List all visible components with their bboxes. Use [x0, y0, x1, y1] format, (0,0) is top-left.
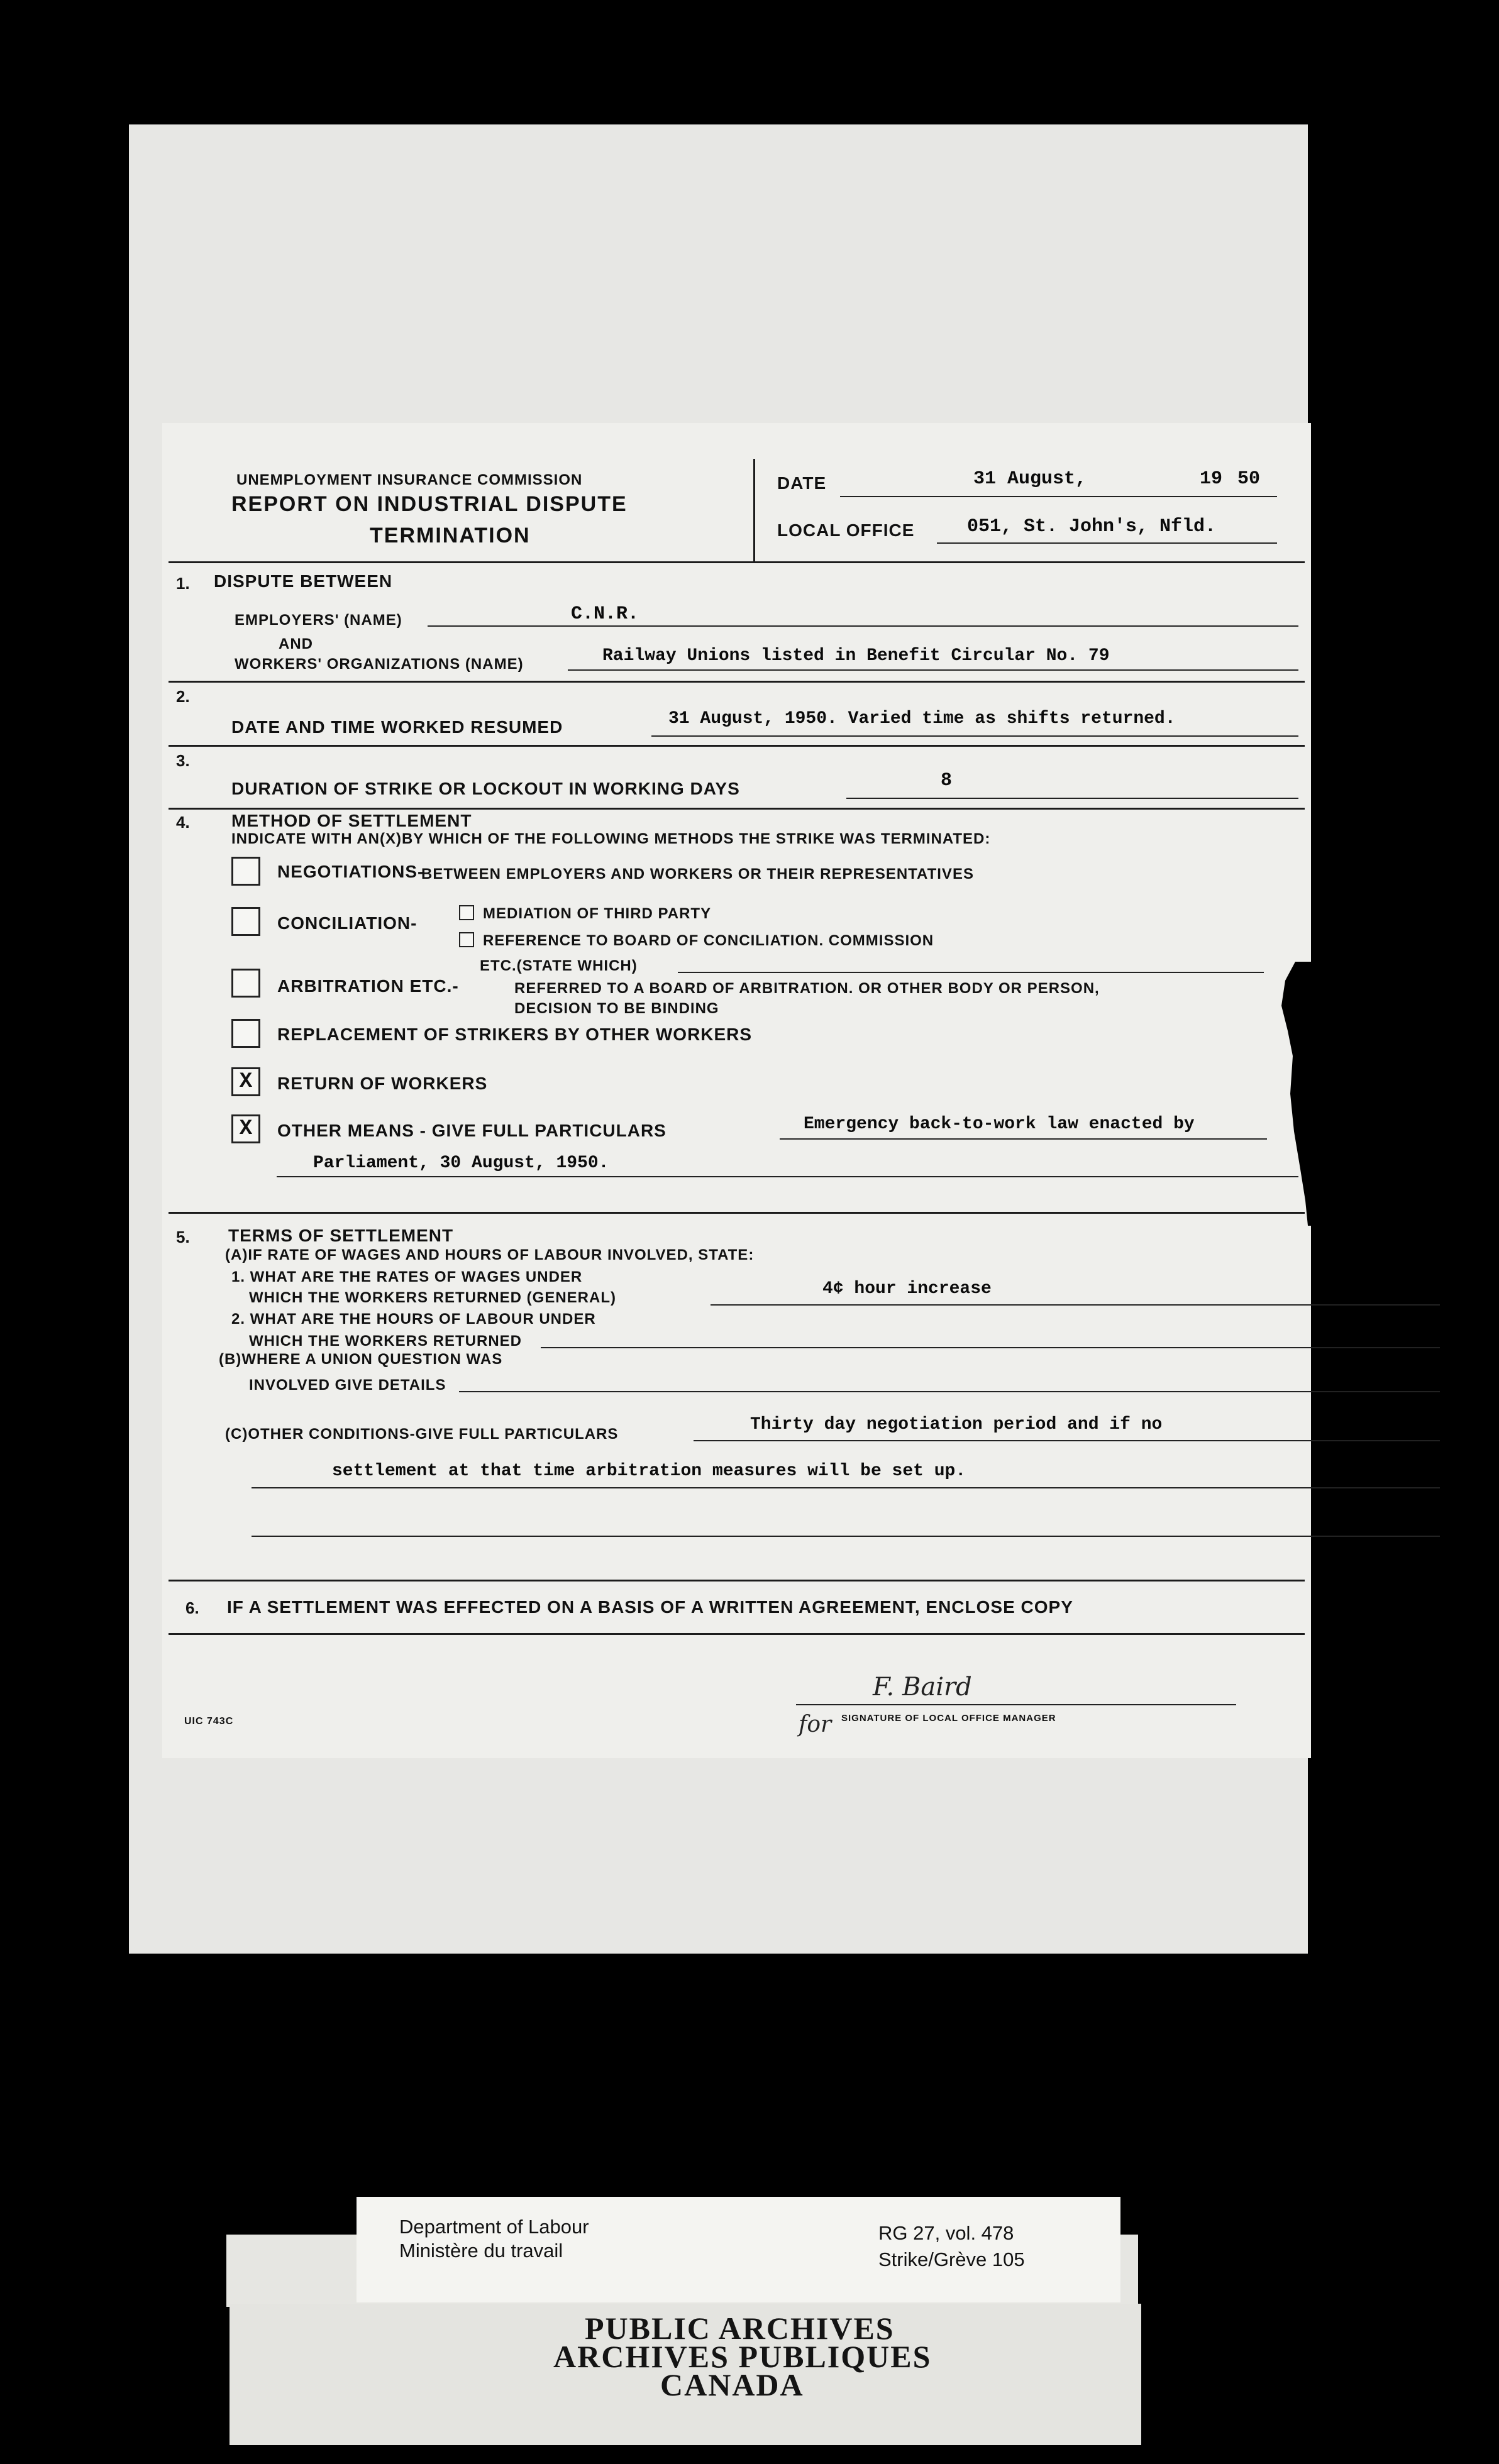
date-resumed-label: DATE AND TIME WORKED RESUMED	[231, 717, 563, 737]
replacement-label: REPLACEMENT OF STRIKERS BY OTHER WORKERS	[277, 1025, 753, 1044]
archive-stamp-area	[230, 2304, 1141, 2445]
return-of-workers-label: RETURN OF WORKERS	[277, 1074, 488, 1093]
union-question-line-2: INVOLVED GIVE DETAILS	[249, 1377, 446, 1394]
form-title: REPORT ON INDUSTRIAL DISPUTE	[231, 492, 628, 516]
stamp-line-1: PUBLIC ARCHIVES	[585, 2311, 895, 2346]
form-code: UIC 743C	[184, 1716, 234, 1727]
date-resumed-value: 31 August, 1950. Varied time as shifts returned.	[668, 709, 1176, 729]
archive-card	[357, 2197, 1120, 2302]
other-means-label: OTHER MEANS - GIVE FULL PARTICULARS	[277, 1121, 667, 1140]
replacement-checkbox[interactable]	[231, 1019, 260, 1048]
date-value: 31 August,	[973, 468, 1087, 490]
other-conditions-value-2: settlement at that time arbitration measures will be set up.	[332, 1461, 966, 1481]
reference-label: REFERENCE TO BOARD OF CONCILIATION. COMMISSION	[483, 932, 934, 949]
header-divider	[753, 459, 755, 563]
section-5-number: 5.	[176, 1228, 190, 1246]
union-question-line-1: (B)WHERE A UNION QUESTION WAS	[219, 1351, 503, 1368]
section-5-title: TERMS OF SETTLEMENT	[228, 1226, 454, 1245]
negotiations-checkbox[interactable]	[231, 857, 260, 886]
duration-label: DURATION OF STRIKE OR LOCKOUT IN WORKING DAYS	[231, 779, 740, 798]
employers-value: C.N.R.	[571, 603, 639, 625]
other-means-checkbox[interactable]: X	[231, 1114, 260, 1143]
section-4-number: 4.	[176, 813, 190, 832]
stamp-line-2: ARCHIVES PUBLIQUES	[553, 2339, 932, 2374]
arbitration-label: ARBITRATION ETC.-	[277, 976, 459, 996]
archive-reference-1: RG 27, vol. 478	[878, 2222, 1014, 2244]
conciliation-checkbox[interactable]	[231, 907, 260, 936]
hours-question-line-1: 2. WHAT ARE THE HOURS OF LABOUR UNDER	[231, 1311, 596, 1328]
paper-tear	[1276, 962, 1327, 1226]
arbitration-detail-1: REFERRED TO A BOARD OF ARBITRATION. OR OTHER BODY OR PERSON,	[514, 980, 1100, 997]
report-form	[162, 423, 1311, 1758]
mediation-label: MEDIATION OF THIRD PARTY	[483, 905, 712, 922]
workers-org-label: WORKERS' ORGANIZATIONS (NAME)	[235, 656, 524, 673]
other-means-value-1: Emergency back-to-work law enacted by	[804, 1114, 1195, 1134]
etc-state-label: ETC.(STATE WHICH)	[480, 957, 638, 974]
arbitration-detail-2: DECISION TO BE BINDING	[514, 1000, 719, 1017]
stamp-line-3: CANADA	[660, 2367, 804, 2402]
wages-question-line-1: 1. WHAT ARE THE RATES OF WAGES UNDER	[231, 1268, 583, 1285]
wages-question-line-2: WHICH THE WORKERS RETURNED (GENERAL)	[249, 1289, 616, 1306]
workers-org-value: Railway Unions listed in Benefit Circular No. 79	[602, 646, 1110, 666]
other-conditions-value-1: Thirty day negotiation period and if no	[750, 1415, 1163, 1434]
other-means-value-2: Parliament, 30 August, 1950.	[313, 1153, 609, 1173]
local-office-label: LOCAL OFFICE	[777, 520, 915, 540]
duration-value: 8	[941, 770, 953, 791]
date-label: DATE	[777, 473, 827, 493]
section-4-title: METHOD OF SETTLEMENT	[231, 811, 472, 830]
written-agreement-label: IF A SETTLEMENT WAS EFFECTED ON A BASIS OF A WRITTEN AGREEMENT, ENCLOSE COPY	[227, 1597, 1073, 1617]
local-office-value: 051, St. John's, Nfld.	[967, 516, 1217, 537]
return-of-workers-checkbox[interactable]: X	[231, 1067, 260, 1096]
section-2-number: 2.	[176, 687, 190, 706]
wages-value: 4¢ hour increase	[822, 1279, 992, 1299]
mediation-checkbox[interactable]	[459, 905, 474, 920]
year-prefix: 19	[1200, 468, 1223, 490]
negotiations-detail: BETWEEN EMPLOYERS AND WORKERS OR THEIR REPRESENTATIVES	[421, 866, 974, 883]
hours-question-line-2: WHICH THE WORKERS RETURNED	[249, 1333, 522, 1350]
and-label: AND	[279, 635, 313, 652]
department-fr: Ministère du travail	[399, 2240, 563, 2262]
department-en: Department of Labour	[399, 2216, 589, 2238]
section-1-number: 1.	[176, 574, 190, 593]
conciliation-label: CONCILIATION-	[277, 913, 418, 933]
signature-for: for	[799, 1712, 832, 1737]
other-conditions-label: (C)OTHER CONDITIONS-GIVE FULL PARTICULARS	[225, 1426, 619, 1443]
year-value: 50	[1237, 468, 1261, 490]
wages-hours-label: (A)IF RATE OF WAGES AND HOURS OF LABOUR INVOLVED, STATE:	[225, 1246, 755, 1263]
section-1-title: DISPUTE BETWEEN	[214, 571, 393, 591]
section-6-number: 6.	[185, 1598, 199, 1617]
employers-label: EMPLOYERS' (NAME)	[235, 612, 402, 629]
section-3-number: 3.	[176, 751, 190, 770]
form-subtitle: TERMINATION	[370, 524, 531, 547]
signature-label: SIGNATURE OF LOCAL OFFICE MANAGER	[841, 1713, 1056, 1724]
commission-name: UNEMPLOYMENT INSURANCE COMMISSION	[236, 471, 583, 488]
archive-reference-2: Strike/Grève 105	[878, 2248, 1025, 2270]
arbitration-checkbox[interactable]	[231, 969, 260, 998]
reference-checkbox[interactable]	[459, 932, 474, 947]
method-instruction: INDICATE WITH AN(X)BY WHICH OF THE FOLLOWING METHODS THE STRIKE WAS TERMINATED:	[231, 830, 991, 847]
negotiations-label: NEGOTIATIONS-	[277, 862, 424, 881]
signature: F. Baird	[873, 1673, 972, 1702]
